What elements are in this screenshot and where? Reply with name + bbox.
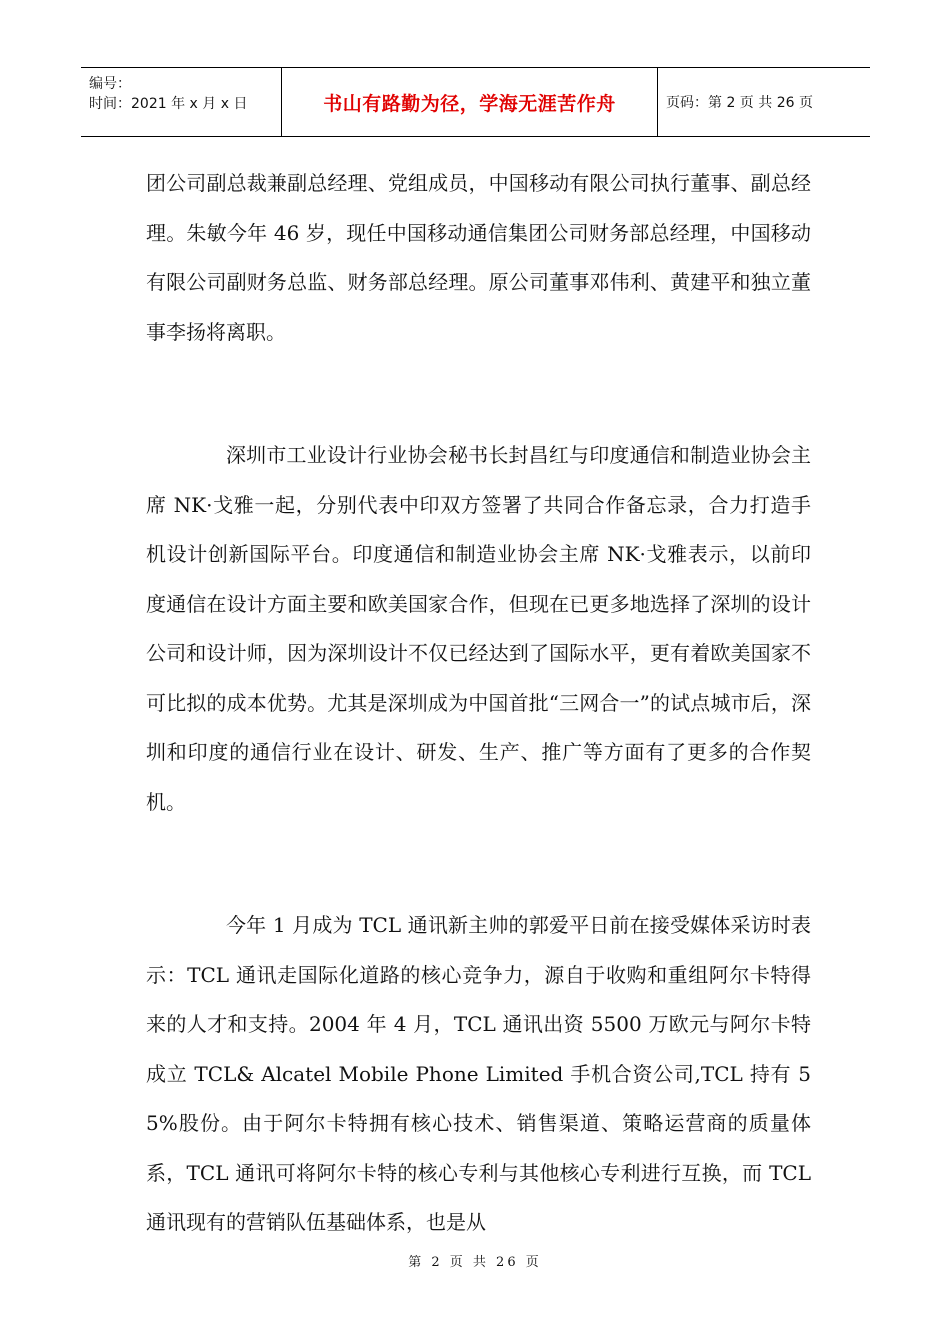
page-header [81,67,870,137]
paragraph-gap [146,357,811,431]
page-footer: 第 2 页 共 26 页 [408,1255,542,1270]
paragraph-2: 深圳市工业设计行业协会秘书长封昌红与印度通信和制造业协会主席 NK·戈雅一起，分别代表中印双方签署了共同合作备忘录，合力打造手机设计创新国际平台。印度通信和制造业协会主席 NK·戈雅表示，以前印度通信在设计方面主要和欧美国家合作，但现在已更多地选择了深圳的设计公司和设计师，因为深圳设计不仅已经达到了国际水平，更有着欧美国家不可比拟的成本优势。尤其是深圳成为中国首批“三网合一”的试点城市后，深圳和印度的通信行业在设计、研发、生产、推广等方面有了更多的合作契机。 [146,443,811,814]
paragraph-1: 团公司副总裁兼副总经理、党组成员，中国移动有限公司执行董事、副总经理。朱敏今年 46 岁，现任中国移动通信集团公司财务部总经理，中国移动有限公司副财务总监、财务部总经理。原公司董事邓伟利、黄建平和独立董事李扬将离职。 [146,171,811,344]
header-page-label: 页码：第 2 页 共 26 页 [666,95,813,111]
header-meta [81,68,282,136]
date-label: 时间：2021 年 x 月 x 日 [89,96,248,112]
paragraph-gap [146,827,811,901]
paragraph-3: 今年 1 月成为 TCL 通讯新主帅的郭爱平日前在接受媒体采访时表示：TCL 通讯走国际化道路的核心竞争力，源自于收购和重组阿尔卡特得来的人才和支持。2004 年 4 月，TCL 通讯出资 5500 万欧元与阿尔卡特成立 TCL& Alcatel Mobile Phone Limited 手机合资公司,TCL 持有 55%股份。由于阿尔卡特拥有核心技术、销售渠道、策略运营商的质量体系，TCL 通讯可将阿尔卡特的核心专利与其他核心专利进行互换，而 TCL 通讯现有的营销队伍基础体系，也是从 [146,913,811,1234]
number-label: 编号： [89,76,131,92]
header-motto: 书山有路勤为径，学海无涯苦作舟 [282,68,658,136]
document-body [146,159,811,1248]
